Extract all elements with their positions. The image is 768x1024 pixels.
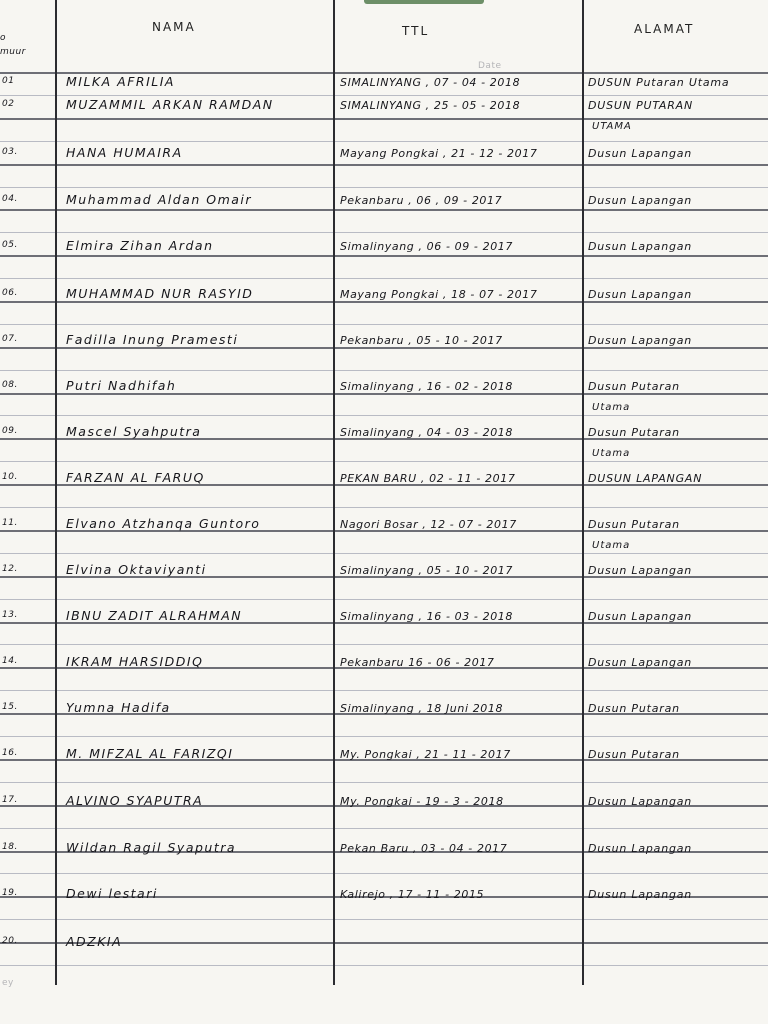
birth-place-date: My. Pongkai , 21 - 11 - 2017 — [340, 748, 511, 761]
column-divider-ttl — [582, 0, 584, 985]
birth-place-date: Simalinyang , 06 - 09 - 2017 — [340, 240, 513, 253]
ruled-line — [0, 164, 768, 166]
ruled-line — [0, 209, 768, 211]
address: Dusun Lapangan — [588, 795, 693, 808]
birth-place-date: My. Pongkai - 19 - 3 - 2018 — [340, 795, 504, 808]
ruled-line — [0, 95, 768, 96]
student-name: Muhammad Aldan Omair — [66, 192, 253, 207]
row-number: 12. — [2, 564, 18, 574]
student-name: IBNU ZADIT ALRAHMAN — [66, 608, 243, 623]
ruled-line — [0, 690, 768, 691]
address-line2: Utama — [592, 448, 631, 459]
ruled-line — [0, 301, 768, 303]
address: Dusun Putaran — [588, 748, 680, 761]
address: DUSUN PUTARAN — [588, 99, 693, 112]
student-name: MUZAMMIL ARKAN RAMDAN — [66, 97, 274, 112]
birth-place-date: Mayang Pongkai , 18 - 07 - 2017 — [340, 288, 538, 301]
header-no-line1: o — [0, 33, 7, 43]
student-name: Putri Nadhifah — [66, 378, 177, 393]
ruled-line — [0, 461, 768, 462]
row-number: 02 — [2, 99, 15, 109]
address: Dusun Putaran — [588, 380, 680, 393]
birth-place-date: Simalinyang , 04 - 03 - 2018 — [340, 426, 513, 439]
row-number: 01 — [2, 76, 15, 86]
ruled-line — [0, 553, 768, 554]
address: Dusun Lapangan — [588, 194, 693, 207]
birth-place-date: SIMALINYANG , 07 - 04 - 2018 — [340, 76, 521, 89]
student-name: IKRAM HARSIDDIQ — [66, 654, 204, 669]
address: Dusun Lapangan — [588, 888, 693, 901]
ruled-line — [0, 118, 768, 120]
row-number: 08. — [2, 380, 18, 390]
address: Dusun Lapangan — [588, 240, 693, 253]
ruled-line — [0, 255, 768, 257]
ruled-line — [0, 736, 768, 737]
student-name: Yumna Hadifa — [66, 700, 171, 715]
student-name: HANA HUMAIRA — [66, 145, 183, 160]
ruled-line — [0, 141, 768, 142]
address-line2: Utama — [592, 540, 631, 551]
ruled-line — [0, 393, 768, 395]
header-ttl: TTL — [402, 24, 430, 38]
birth-place-date: Simalinyang , 05 - 10 - 2017 — [340, 564, 513, 577]
address: Dusun Lapangan — [588, 334, 693, 347]
row-number: 09. — [2, 426, 18, 436]
ruled-line — [0, 965, 768, 966]
student-name: FARZAN AL FARUQ — [66, 470, 205, 485]
address-line2: Utama — [592, 402, 631, 413]
ruled-line — [0, 347, 768, 349]
address: Dusun Lapangan — [588, 564, 693, 577]
birth-place-date: Simalinyang , 18 Juni 2018 — [340, 702, 504, 715]
birth-place-date: SIMALINYANG , 25 - 05 - 2018 — [340, 99, 521, 112]
header-nama: NAMA — [152, 20, 196, 34]
ruled-line — [0, 599, 768, 600]
row-number: 20. — [2, 936, 18, 946]
row-number: 11. — [2, 518, 18, 528]
ruled-line — [0, 782, 768, 783]
row-number: 04. — [2, 194, 18, 204]
address-line2: UTAMA — [592, 121, 632, 132]
birth-place-date: Simalinyang , 16 - 03 - 2018 — [340, 610, 513, 623]
birth-place-date: Simalinyang , 16 - 02 - 2018 — [340, 380, 513, 393]
student-name: Elmira Zihan Ardan — [66, 238, 214, 253]
row-number: 16. — [2, 748, 18, 758]
student-name: M. MIFZAL AL FARIZQI — [66, 746, 234, 761]
student-name: Elvina Oktaviyanti — [66, 562, 207, 577]
birth-place-date: Kalirejo , 17 - 11 - 2015 — [340, 888, 485, 901]
ruled-line — [0, 187, 768, 188]
address: DUSUN Putaran Utama — [588, 76, 730, 89]
row-number: 10. — [2, 472, 18, 482]
row-number: 19. — [2, 888, 18, 898]
ruled-line — [0, 415, 768, 416]
row-number: 05. — [2, 240, 18, 250]
column-divider-nama — [333, 0, 335, 985]
row-number: 06. — [2, 288, 18, 298]
student-name: Wildan Ragil Syaputra — [66, 840, 237, 855]
header-alamat: ALAMAT — [634, 22, 695, 36]
address: Dusun Putaran — [588, 518, 680, 531]
student-name: Dewi lestari — [66, 886, 158, 901]
student-name: MUHAMMAD NUR RASYID — [66, 286, 254, 301]
student-name: ALVINO SYAPUTRA — [66, 793, 204, 808]
ruled-line — [0, 919, 768, 920]
ruled-line — [0, 644, 768, 645]
row-number: 13. — [2, 610, 18, 620]
birth-place-date: Pekanbaru , 06 , 09 - 2017 — [340, 194, 503, 207]
student-name: MILKA AFRILIA — [66, 74, 175, 89]
student-name: Elvano Atzhanqa Guntoro — [66, 516, 261, 531]
row-number: 17. — [2, 795, 18, 805]
footer-mark: ey — [2, 978, 14, 988]
birth-place-date: Mayang Pongkai , 21 - 12 - 2017 — [340, 147, 538, 160]
address: Dusun Lapangan — [588, 610, 693, 623]
address: DUSUN LAPANGAN — [588, 472, 703, 485]
ruled-line — [0, 873, 768, 874]
row-number: 03. — [2, 147, 18, 157]
ruled-line — [0, 828, 768, 829]
student-name: Mascel Syahputra — [66, 424, 202, 439]
student-name: Fadilla Inung Pramesti — [66, 332, 239, 347]
ruled-line — [0, 370, 768, 371]
row-number: 07. — [2, 334, 18, 344]
birth-place-date: Pekanbaru , 05 - 10 - 2017 — [340, 334, 503, 347]
birth-place-date: Pekanbaru 16 - 06 - 2017 — [340, 656, 495, 669]
row-number: 18. — [2, 842, 18, 852]
address: Dusun Lapangan — [588, 842, 693, 855]
address: Dusun Lapangan — [588, 288, 693, 301]
birth-place-date: PEKAN BARU , 02 - 11 - 2017 — [340, 472, 516, 485]
row-number: 15. — [2, 702, 18, 712]
birth-place-date: Nagori Bosar , 12 - 07 - 2017 — [340, 518, 517, 531]
header-no-line2: muur — [0, 47, 26, 57]
ruled-line — [0, 232, 768, 233]
ruled-line — [0, 324, 768, 325]
row-number: 14. — [2, 656, 18, 666]
address: Dusun Putaran — [588, 702, 680, 715]
address: Dusun Lapangan — [588, 656, 693, 669]
ruled-line — [0, 278, 768, 279]
ruled-line — [0, 507, 768, 508]
address: Dusun Lapangan — [588, 147, 693, 160]
address: Dusun Putaran — [588, 426, 680, 439]
student-name: ADZKIA — [66, 934, 123, 949]
column-divider-no — [55, 0, 57, 985]
binder-tab — [364, 0, 484, 4]
birth-place-date: Pekan Baru , 03 - 04 - 2017 — [340, 842, 508, 855]
date-printed-mark: Date — [478, 61, 502, 71]
